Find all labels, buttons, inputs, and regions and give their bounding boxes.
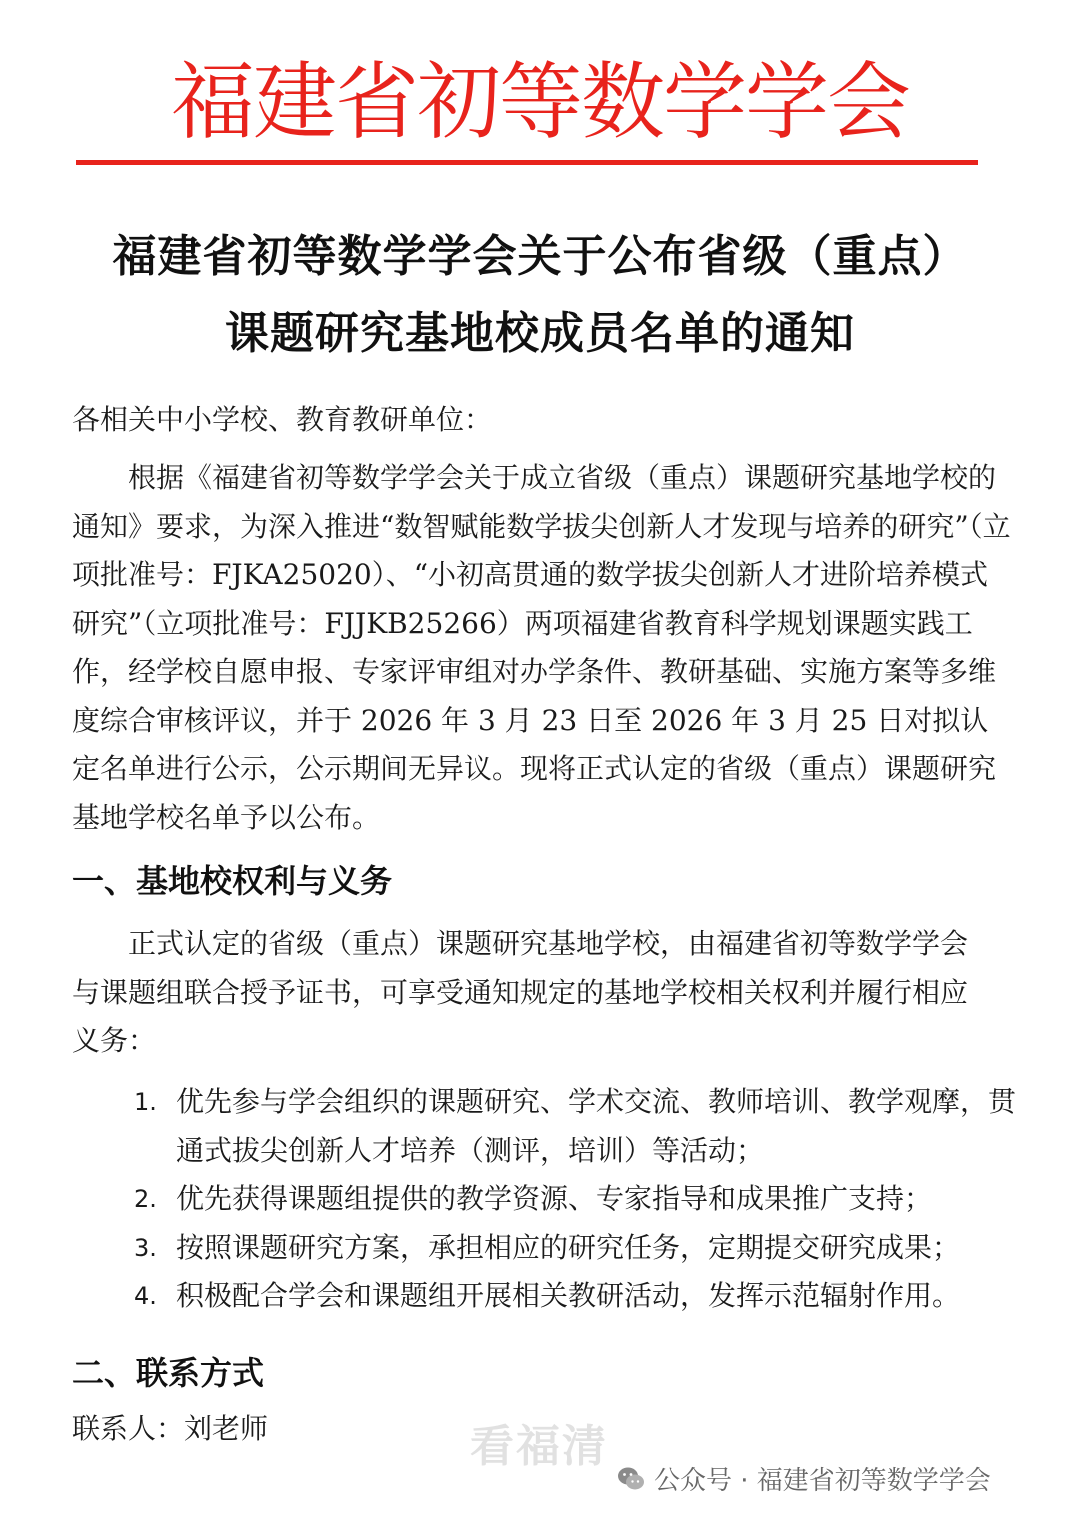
letterhead-divider [76, 160, 978, 165]
list-item [134, 1175, 1034, 1224]
list-item-number: 2. [134, 1185, 157, 1213]
section-heading-rights: 一、基地校权利与义务 [72, 862, 393, 900]
notice-title-line-1: 福建省初等数学学会关于公布省级（重点） [112, 231, 968, 282]
wechat-icon [616, 1464, 646, 1494]
section-heading-contact: 二、联系方式 [72, 1354, 265, 1392]
list-item-number: 1. [134, 1088, 157, 1116]
intro-paragraph: 根据《福建省初等数学学会关于成立省级（重点）课题研究基地学校的通知》要求，为深入推进“数智赋能数学拔尖创新人才发现与培养的研究”（立项批准号：FJKA25020）、“小初高贯通的数学拔尖创新人才进阶培养模式研究”（立项批准号：FJJKB25266）两项福建省教育科学规划课题实践工作，经学校自愿申报、专家评审组对办学条件、教研基础、实施方案等多维度综合审核评议，并于 2026 年 3 月 23 日至 2026 年 3 月 25 日对拟认定名单进行公示，公示期间无异议。现将正式认定的省级（重点）课题研究基地学校名单予以公布。 [72, 461, 1011, 834]
list-item-text: 优先参与学会组织的课题研究、学术交流、教师培训、教学观摩，贯通式拔尖创新人才培养（测评，培训）等活动； [176, 1085, 1017, 1167]
rights-paragraph: 正式认定的省级（重点）课题研究基地学校，由福建省初等数学学会与课题组联合授予证书，可享受通知规定的基地学校相关权利并履行相应义务： [72, 927, 969, 1057]
list-item [134, 1224, 1034, 1273]
wechat-account-footer[interactable] [616, 1460, 991, 1497]
obligations-list [134, 1078, 1034, 1321]
salutation: 各相关中小学校、教育教研单位： [72, 403, 493, 436]
list-item-text: 积极配合学会和课题组开展相关教研活动，发挥示范辐射作用。 [176, 1279, 961, 1312]
watermark-logo: 看福清 [470, 1421, 608, 1472]
list-item-text: 按照课题研究方案，承担相应的研究任务，定期提交研究成果； [176, 1230, 961, 1264]
list-item [134, 1272, 1034, 1321]
list-item [134, 1078, 1034, 1175]
notice-title-line-2: 课题研究基地校成员名单的通知 [225, 308, 855, 359]
org-letterhead: 福建省初等数学学会 [170, 53, 909, 151]
wechat-account-label: 公众号 · 福建省初等数学学会 [654, 1466, 991, 1496]
list-item-text: 优先获得课题组提供的教学资源、专家指导和成果推广支持； [176, 1182, 933, 1215]
list-item-number: 4. [134, 1282, 157, 1310]
contact-person: 联系人：刘老师 [72, 1412, 269, 1445]
list-item-number: 3. [134, 1233, 157, 1262]
